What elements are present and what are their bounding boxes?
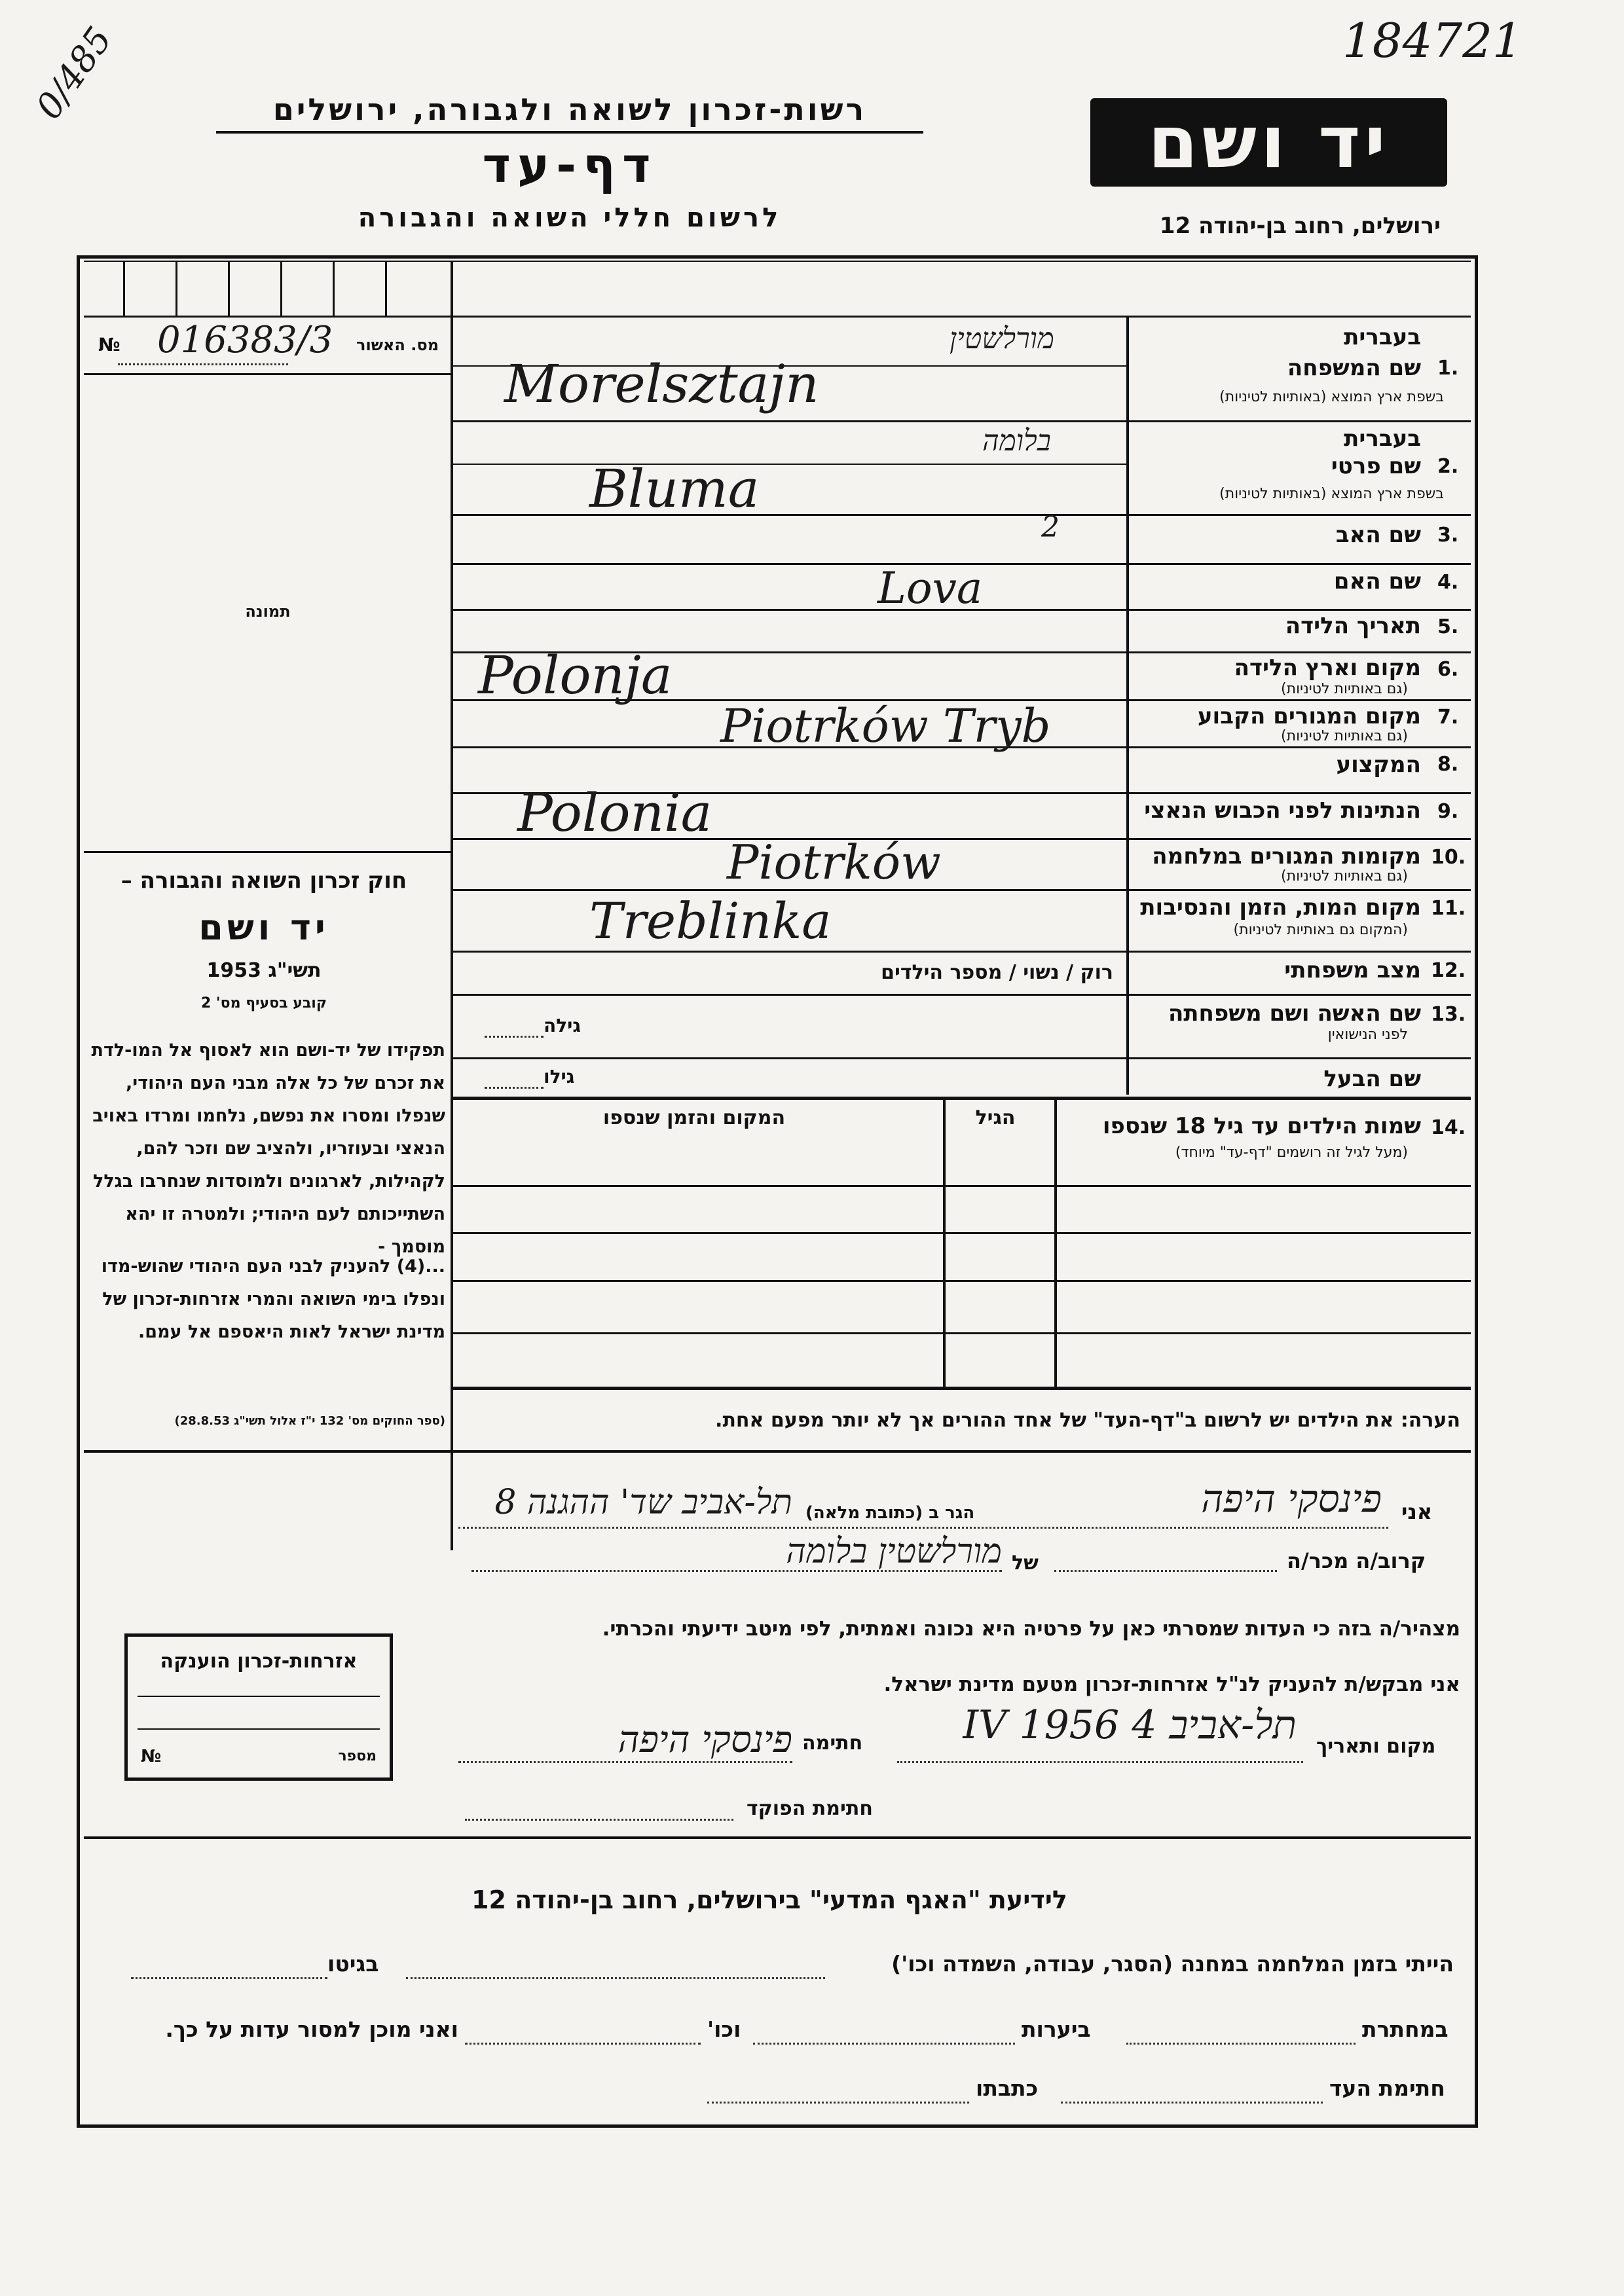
- field-6-label: מקום וארץ הלידה: [1234, 655, 1421, 681]
- field-1-value-he: מורלשטין: [950, 322, 1055, 355]
- field-2-num: 2.: [1437, 455, 1459, 478]
- approval-number: 016383/3: [157, 319, 333, 361]
- signature: פינסקי היפה: [618, 1719, 792, 1761]
- law-text-1: תפקידו של יד-ושם הוא לאסוף אל המו-לדת את זכרם של כל אלה מבני העם היהודי, שנפלו ומסרו את נפשם, נלחמו ומרדו באויב הנאצי ובעוזריו, ולהציב שם וזכר להם, לקהילות, לארגונים ולמוסדות שנחרבו בגלל השתייכותם לעם היהודי; ולמטרה זו יהא מוסמך -: [91, 1040, 445, 1257]
- margin-mark: 0/485: [28, 19, 120, 127]
- field-4-value: Lova: [877, 563, 983, 613]
- field-13-sub: לפני הנישואין: [1327, 1027, 1408, 1043]
- spouse-value: גילו: [544, 1066, 575, 1087]
- citizenship-box-title: אזרחות-זכרון הוענקה: [160, 1650, 358, 1673]
- field-9-value: Polonia: [517, 782, 712, 843]
- children-num: 14.: [1431, 1116, 1466, 1139]
- field-12-value: רוק / נשוי / מספר הילדים: [881, 961, 1113, 984]
- field-5-num: 5.: [1437, 615, 1459, 638]
- law-ref: (ספר החוקים מס' 132 י"ז אלול תשי"ג 28.8.53): [174, 1414, 445, 1428]
- field-2-value: Bluma: [589, 458, 760, 519]
- field-4-label: שם האם: [1333, 568, 1421, 594]
- field-9-label: הנתינות לפני הכבוש הנאצי: [1144, 797, 1421, 824]
- field-11-value: Treblinka: [589, 892, 832, 950]
- field-6-value: Polonja: [478, 645, 673, 706]
- children-sub: (מעל לגיל זה רושמים "דף-עד" מיוחד): [1175, 1144, 1408, 1161]
- field-3-label: שם האב: [1335, 522, 1421, 548]
- law-title: חוק זכרון השואה והגבורה –: [120, 867, 407, 894]
- field-12-label: מצב משפחתי: [1284, 957, 1421, 983]
- field-2-label: שם פרטי: [1331, 453, 1421, 479]
- field-10-sub: (גם באותיות לטיניות): [1281, 868, 1408, 884]
- relative-label: קרוב/ה מכר/ה: [1287, 1548, 1426, 1573]
- citizenship-number-symbol: №: [141, 1747, 162, 1766]
- field-2-sub: בשפת ארץ המוצא (באותיות לטיניות): [1219, 486, 1444, 502]
- signature-label: חתימה: [802, 1732, 863, 1755]
- field-1-lang: בעברית: [1344, 324, 1421, 350]
- bottom-witness-signature: חתימת העד: [1329, 2075, 1445, 2101]
- corner-number: 184721: [1342, 13, 1522, 68]
- field-10-value: Piotrków: [727, 835, 941, 890]
- relative-of-value: מורלשטין בלומה: [786, 1532, 1002, 1571]
- field-13-num: 13.: [1431, 1003, 1466, 1026]
- field-13-value: גילה: [544, 1015, 581, 1036]
- relative-of-label: של: [1012, 1552, 1039, 1575]
- bottom-address: כתבתו: [976, 2075, 1039, 2101]
- field-6-sub: (גם באותיות לטיניות): [1281, 681, 1408, 697]
- field-3-value: 2: [1041, 511, 1060, 544]
- spouse-label: שם הבעל: [1323, 1066, 1421, 1092]
- field-11-num: 11.: [1431, 897, 1466, 920]
- declaration-ani: אני: [1401, 1499, 1433, 1524]
- officer-signature-label: חתימת הפוקד: [747, 1797, 873, 1820]
- field-1-num: 1.: [1437, 357, 1459, 380]
- field-1-value: Morelsztajn: [504, 354, 819, 414]
- law-text-2: ...(4) להעניק לבני העם היהודי שהוש-מדו ונפלו בימי השואה והמרי אזרחות-זכרון של מדינת ישראל לאות היאספם אל עמם.: [101, 1256, 445, 1342]
- check-cells: [84, 261, 451, 316]
- bottom-title: לידיעת "האגף המדעי" בירושלים, רחוב בן-יהודה 12: [471, 1886, 1067, 1914]
- resides-label: הגר ב (כתובת מלאה): [805, 1503, 975, 1523]
- bottom-forests: ביערות: [1022, 2016, 1091, 2042]
- declaration-request: אני מבקש/ת להעניק לנ"ל אזרחות-זכרון מטעם מדינת ישראל.: [883, 1673, 1460, 1696]
- field-2-lang: בעברית: [1344, 426, 1421, 452]
- field-8-label: המקצוע: [1336, 752, 1421, 778]
- bottom-line1-start: הייתי בזמן המלחמה במחנה (הסגר, עבודה, השמדה וכו'): [891, 1951, 1454, 1977]
- field-13-label: שם האשה ושם משפחתה: [1168, 1000, 1421, 1027]
- citizenship-box: [124, 1633, 393, 1781]
- bottom-etc: וכו': [707, 2016, 741, 2042]
- witness-address: תל-אביב שד' ההגנה 8: [494, 1483, 792, 1522]
- children-label: שמות הילדים עד גיל 18 שנספו: [1102, 1113, 1421, 1139]
- field-10-label: מקומות המגורים במלחמה: [1152, 843, 1421, 869]
- form-title: דף-עד: [482, 137, 657, 194]
- law-name: יד ושם: [198, 907, 329, 948]
- field-12-num: 12.: [1431, 959, 1466, 982]
- field-6-num: 6.: [1437, 658, 1459, 681]
- field-2-value-he: בלומה: [982, 424, 1051, 458]
- note: הערה: את הילדים יש לרשום ב"דף-העד" של אחד ההורים אך לא יותר מפעם אחת.: [715, 1409, 1460, 1432]
- citizenship-number-label: מספר: [338, 1748, 377, 1764]
- field-3-num: 3.: [1437, 524, 1459, 547]
- approval-number-row: [92, 319, 445, 363]
- field-11-sub: (המקום גם באותיות לטיניות): [1233, 922, 1408, 938]
- bottom-underground: במחתרת: [1362, 2016, 1449, 2042]
- law-year: תשי"ג 1953: [206, 959, 322, 982]
- field-9-num: 9.: [1437, 800, 1459, 823]
- bottom-ready-to-testify: ואני מוכן למסור עדות על כך.: [165, 2016, 458, 2042]
- field-11-label: מקום המות, הזמן והנסיבות: [1140, 894, 1421, 920]
- approval-no-symbol: №: [98, 334, 120, 355]
- place-date: תל-אביב 4 IV 1956: [963, 1702, 1297, 1748]
- approval-label: מס. האשור: [356, 336, 439, 354]
- children-col-age: הגיל: [975, 1106, 1016, 1129]
- yad-vashem-logo: [1090, 98, 1447, 187]
- place-date-label: מקום ותאריך: [1316, 1735, 1436, 1758]
- field-4-num: 4.: [1437, 571, 1459, 594]
- witness-name: פינסקי היפה: [1201, 1476, 1382, 1521]
- field-7-value: Piotrków Tryb: [720, 699, 1051, 753]
- photo-label: תמונה: [245, 602, 291, 621]
- field-7-sub: (גם באותיות לטיניות): [1281, 728, 1408, 744]
- address: ירושלים, רחוב בן-יהודה 12: [1159, 213, 1441, 239]
- logo-text: יד ושם: [1147, 100, 1390, 184]
- field-5-label: תאריך הלידה: [1285, 613, 1421, 639]
- field-1-label: שם המשפחה: [1287, 355, 1421, 381]
- bottom-line1-end: בגיטו: [327, 1951, 379, 1977]
- field-10-num: 10.: [1431, 846, 1466, 869]
- field-7-label: מקום המגורים הקבוע: [1197, 703, 1421, 729]
- law-clause: קובע בסעיף מס' 2: [200, 995, 327, 1011]
- field-7-num: 7.: [1437, 706, 1459, 729]
- declaration-text: מצהיר/ה בזה כי העדות שמסרתי כאן על פרטיה היא נכונה ואמתית, לפי מיטב ידיעתי והכרתי.: [602, 1617, 1460, 1641]
- authority-line: רשות-זכרון לשואה ולגבורה, ירושלים: [272, 92, 867, 127]
- field-8-num: 8.: [1437, 753, 1459, 776]
- field-1-sub: בשפת ארץ המוצא (באותיות לטיניות): [1219, 389, 1444, 405]
- children-col-place: המקום והזמן שנספו: [602, 1106, 786, 1129]
- form-subtitle: לרשום חללי השואה והגבורה: [358, 203, 782, 233]
